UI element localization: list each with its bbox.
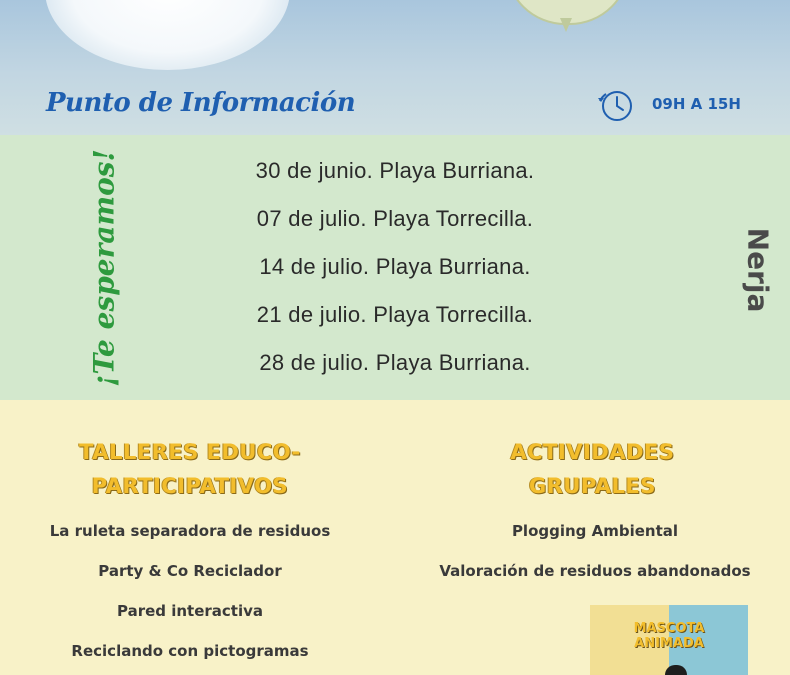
recycle-arrow-icon bbox=[560, 18, 572, 32]
date-item: 30 de junio. Playa Burriana. bbox=[255, 158, 535, 183]
info-point-title: Punto de Información bbox=[46, 88, 356, 118]
town-label: Nerja bbox=[741, 227, 775, 313]
workshops-title-line: TALLERES EDUCO- bbox=[79, 440, 301, 464]
date-item: 21 de julio. Playa Torrecilla. bbox=[256, 302, 534, 327]
mascot-title-line: ANIMADA bbox=[634, 636, 704, 651]
mascot-title-line: MASCOTA bbox=[633, 621, 705, 636]
activity-item: Plogging Ambiental bbox=[511, 522, 679, 540]
workshop-item: Party & Co Reciclador bbox=[98, 562, 282, 580]
mascot-title bbox=[590, 621, 748, 651]
clock-icon bbox=[596, 88, 634, 124]
workshop-item: La ruleta separadora de residuos bbox=[49, 522, 331, 540]
mascot-card bbox=[590, 605, 748, 675]
workshops-title-line: PARTICIPATIVOS bbox=[91, 474, 289, 498]
activities-title-line: GRUPALES bbox=[528, 474, 657, 498]
workshops-list bbox=[30, 520, 350, 675]
activities-list bbox=[425, 520, 765, 600]
activities-title bbox=[460, 435, 725, 503]
workshop-item: Pared interactiva bbox=[116, 602, 264, 620]
date-item: 28 de julio. Playa Burriana. bbox=[259, 350, 531, 375]
workshop-item: Reciclando con pictogramas bbox=[71, 642, 309, 660]
activity-item: Valoración de residuos abandonados bbox=[439, 562, 751, 580]
date-item: 14 de julio. Playa Burriana. bbox=[259, 254, 531, 279]
opening-hours: 09H A 15H bbox=[652, 95, 741, 113]
date-list bbox=[190, 155, 600, 395]
slogan: ¡Te esperamos! bbox=[87, 149, 121, 387]
workshops-title bbox=[40, 435, 340, 503]
activities-title-line: ACTIVIDADES bbox=[510, 440, 675, 464]
date-item: 07 de julio. Playa Torrecilla. bbox=[256, 206, 534, 231]
sun-glow bbox=[45, 0, 290, 70]
